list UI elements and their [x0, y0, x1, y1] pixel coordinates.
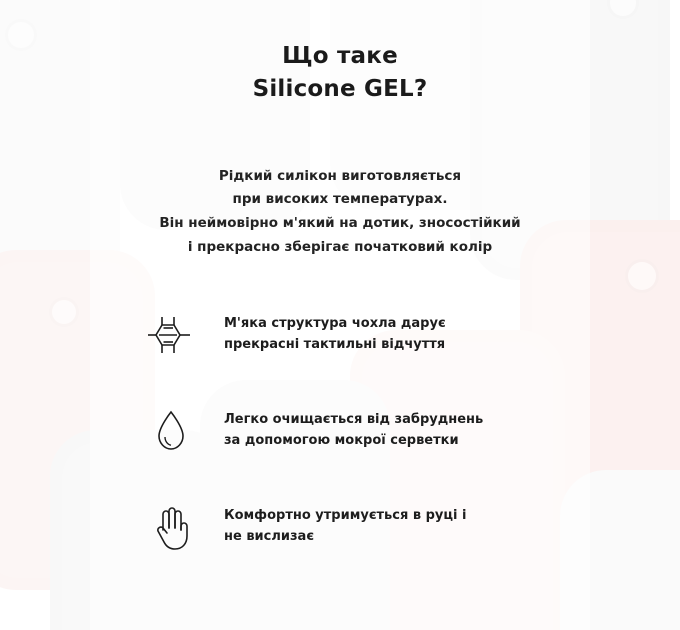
feature-line-1: Комфортно утримується в руці і: [224, 508, 467, 524]
molecule-icon: [140, 307, 202, 363]
lead-line-1: Рідкий силікон виготовляється: [218, 167, 462, 184]
lead-line-4: і прекрасно зберігає початковий колір: [187, 238, 493, 255]
lead-line-2: при високих температурах.: [232, 191, 448, 208]
feature-line-1: М'яка структура чохла дарує: [224, 316, 446, 332]
feature-text: [224, 506, 466, 548]
hand-icon: [140, 499, 202, 555]
feature-list: [140, 307, 540, 555]
water-drop-icon: [140, 403, 202, 459]
feature-line-2: не вислизає: [224, 529, 315, 545]
lead-paragraph: [159, 165, 520, 260]
title-line-1: Що таке: [282, 43, 398, 69]
feature-item: [140, 403, 540, 459]
feature-item: [140, 307, 540, 363]
lead-line-3: Він неймовірно м'який на дотик, зносостійкий: [159, 214, 521, 231]
page-title: [253, 40, 428, 107]
feature-line-2: прекрасні тактильні відчуття: [224, 337, 446, 353]
feature-line-2: за допомогою мокрої серветки: [224, 433, 459, 449]
feature-text: [224, 314, 446, 356]
title-line-2: Silicone GEL?: [252, 76, 428, 103]
feature-item: [140, 499, 540, 555]
feature-line-1: Легко очищається від забруднень: [224, 412, 484, 428]
feature-text: [224, 410, 483, 452]
